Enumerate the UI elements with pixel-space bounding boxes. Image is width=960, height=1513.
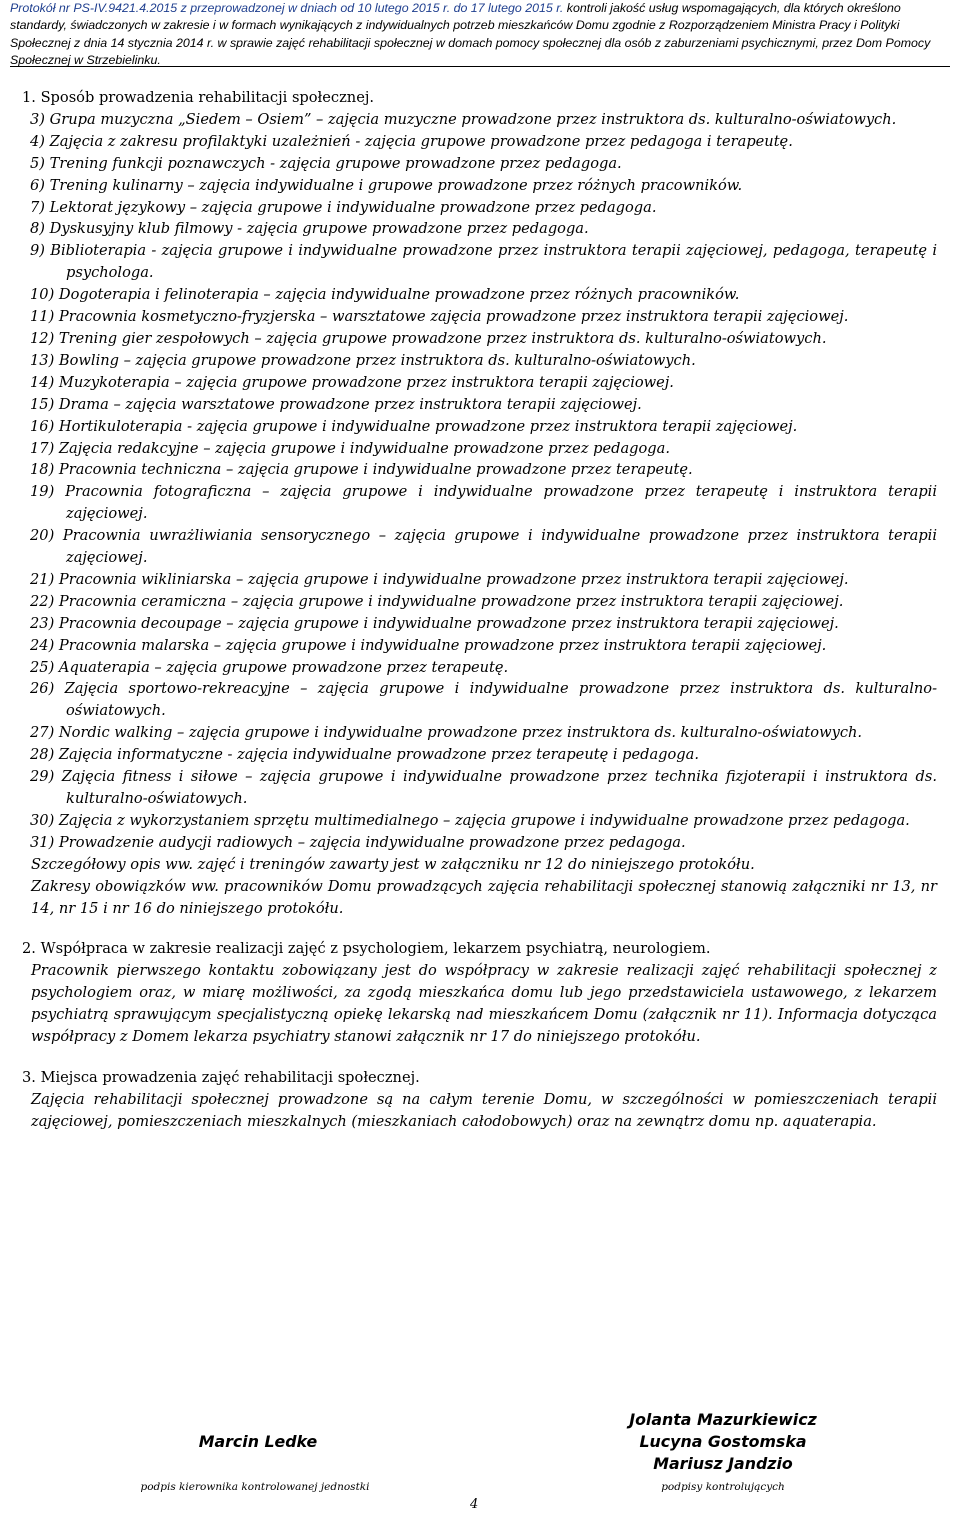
inspector-name: Lucyna Gostomska [639, 1432, 807, 1451]
activity-item: 12) Trening gier zespołowych – zajęcia grupowe prowadzone przez instruktora ds. kulturalno-oświatowych. [30, 329, 827, 347]
activity-item: 3) Grupa muzyczna „Siedem – Osiem” – zajęcia muzyczne prowadzone przez instruktora ds. kulturalno-oświatowych. [30, 110, 897, 128]
activity-item: 22) Pracownia ceramiczna – zajęcia grupowe i indywidualne prowadzone przez instruktora terapii zajęciowej. [30, 592, 844, 610]
page-number: 4 [470, 1497, 479, 1512]
signature-left-caption: podpis kierownika kontrolowanej jednostki [140, 1481, 370, 1493]
signature-right-caption: podpisy kontrolujących [661, 1481, 785, 1493]
activity-item: 23) Pracownia decoupage – zajęcia grupowe i indywidualne prowadzone przez instruktora terapii zajęciowej. [30, 614, 839, 632]
activity-item: 20) Pracownia uwrażliwiania sensorycznego – zajęcia grupowe i indywidualne prowadzone przez instruktora terapii zajęciowej. [30, 527, 937, 567]
section-1-note-details: Szczegółowy opis ww. zajęć i treningów zawarty jest w załączniku nr 12 do niniejszego protokółu. [31, 855, 755, 873]
activity-item: 8) Dyskusyjny klub filmowy - zajęcia grupowe prowadzone przez pedagoga. [30, 220, 589, 238]
activity-item: 4) Zajęcia z zakresu profilaktyki uzależnień - zajęcia grupowe prowadzone przez pedagoga i terapeutę. [30, 132, 793, 150]
activity-item: 24) Pracownia malarska – zajęcia grupowe i indywidualne prowadzone przez instruktora terapii zajęciowej. [30, 636, 827, 654]
activity-item: 6) Trening kulinarny – zajęcia indywidualne i grupowe prowadzone przez różnych pracowników. [30, 176, 743, 194]
header-protocol-reference: Protokół nr PS-IV.9421.4.2015 z przeprowadzonej w dniach od 10 lutego 2015 r. do 17 lutego 2015 r. [10, 1, 564, 15]
inspector-name: Jolanta Mazurkiewicz [629, 1410, 817, 1429]
document-body [22, 87, 937, 1133]
activity-item: 27) Nordic walking – zajęcia grupowe i indywidualne prowadzone przez instruktora ds. kulturalno-oświatowych. [30, 724, 863, 742]
activity-item: 7) Lektorat językowy – zajęcia grupowe i indywidualne prowadzone przez pedagoga. [30, 198, 657, 216]
activity-item: 14) Muzykoterapia – zajęcia grupowe prowadzone przez instruktora terapii zajęciowej. [30, 373, 674, 391]
activity-item: 18) Pracownia techniczna – zajęcia grupowe i indywidualne prowadzone przez terapeutę. [30, 461, 693, 479]
activity-item: 13) Bowling – zajęcia grupowe prowadzone przez instruktora ds. kulturalno-oświatowych. [30, 351, 696, 369]
activity-item: 30) Zajęcia z wykorzystaniem sprzętu multimedialnego – zajęcia grupowe i indywidualne prowadzone przez pedagoga. [30, 811, 910, 829]
activity-item: 16) Hortikuloterapia - zajęcia grupowe i indywidualne prowadzone przez instruktora terapii zajęciowej. [30, 417, 798, 435]
section-1-note-duties: Zakresy obowiązków ww. pracowników Domu prowadzących zajęcia rehabilitacji społecznej stanowią załączniki nr 13, nr 14, nr 15 i nr 16 do niniejszego protokółu. [31, 877, 937, 917]
activity-item: 28) Zajęcia informatyczne - zajęcia indywidualne prowadzone przez terapeutę i pedagoga. [30, 746, 699, 764]
header-subject: kontroli jakość usług wspomagających, dla których określono standardy, świadczonych w zakresie i w formach wynikających z indywidualnych potrzeb mieszkańców Domu zgodnie z Rozporządzeniem Ministra Pracy i Polityki Społecznej z dnia 14 stycznia 2014 r. w sprawie zajęć rehabilitacji społecznej w domach pomocy społecznej dla osób z zaburzeniami psychicznymi, przez Dom Pomocy Społecznej w Strzebielinku. [10, 1, 931, 67]
signature-right-names [588, 1409, 858, 1475]
signature-left-name: Marcin Ledke [198, 1432, 318, 1451]
section-1-title: 1. Sposób prowadzenia rehabilitacji społecznej. [22, 89, 374, 106]
activity-item: 25) Aquaterapia – zajęcia grupowe prowadzone przez terapeutę. [30, 658, 509, 676]
activity-item: 17) Zajęcia redakcyjne – zajęcia grupowe i indywidualne prowadzone przez pedagoga. [30, 439, 670, 457]
section-2-paragraph: Pracownik pierwszego kontaktu zobowiązany jest do współpracy w zakresie realizacji zajęć rehabilitacji społecznej z psychologiem oraz, w miarę możliwości, za zgodą mieszkańca domu lub jego przedstawiciela ustawowego, z lekarzem psychiatrą sprawującym specjalistyczną opiekę lekarską nad mieszkańcem Domu (załącznik nr 11). Informacja dotycząca współpracy z Domem lekarza psychiatry stanowi załącznik nr 17 do niniejszego protokółu. [31, 962, 937, 1046]
header-divider [10, 66, 950, 67]
activity-item: 9) Biblioterapia - zajęcia grupowe i indywidualne prowadzone przez instruktora terapii zajęciowej, pedagoga, terapeutę i psychologa. [30, 242, 937, 282]
activity-item: 15) Drama – zajęcia warsztatowe prowadzone przez instruktora terapii zajęciowej. [30, 395, 642, 413]
activity-item: 21) Pracownia wikliniarska – zajęcia grupowe i indywidualne prowadzone przez instruktora terapii zajęciowej. [30, 570, 849, 588]
activity-item: 26) Zajęcia sportowo-rekreacyjne – zajęcia grupowe i indywidualne prowadzone przez instruktora ds. kulturalno-oświatowych. [30, 680, 937, 720]
activity-list [22, 109, 937, 854]
activity-item: 31) Prowadzenie audycji radiowych – zajęcia indywidualne prowadzone przez pedagoga. [30, 833, 686, 851]
activity-item: 5) Trening funkcji poznawczych - zajęcia grupowe prowadzone przez pedagoga. [30, 154, 622, 172]
page-header [0, 0, 960, 69]
section-2-title: 2. Współpraca w zakresie realizacji zajęć z psychologiem, lekarzem psychiatrą, neurologiem. [22, 940, 711, 958]
inspector-name: Mariusz Jandzio [653, 1454, 793, 1473]
section-3-paragraph: Zajęcia rehabilitacji społecznej prowadzone są na całym terenie Domu, w szczególności w pomieszczeniach terapii zajęciowej, pomieszczeniach mieszkalnych (mieszkaniach całodobowych) oraz na zewnątrz domu np. aquaterapia. [31, 1090, 937, 1130]
activity-item: 10) Dogoterapia i felinoterapia – zajęcia indywidualne prowadzone przez różnych pracowników. [30, 286, 740, 304]
section-3-title: 3. Miejsca prowadzenia zajęć rehabilitacji społecznej. [22, 1068, 420, 1086]
activity-item: 11) Pracownia kosmetyczno-fryzjerska – warsztatowe zajęcia prowadzone przez instruktora terapii zajęciowej. [30, 308, 849, 326]
activity-item: 29) Zajęcia fitness i siłowe – zajęcia grupowe i indywidualne prowadzone przez technika fizjoterapii i instruktora ds. kulturalno-oświatowych. [30, 768, 937, 807]
activity-item: 19) Pracownia fotograficzna – zajęcia grupowe i indywidualne prowadzone przez terapeutę i instruktora terapii zajęciowej. [30, 483, 937, 523]
